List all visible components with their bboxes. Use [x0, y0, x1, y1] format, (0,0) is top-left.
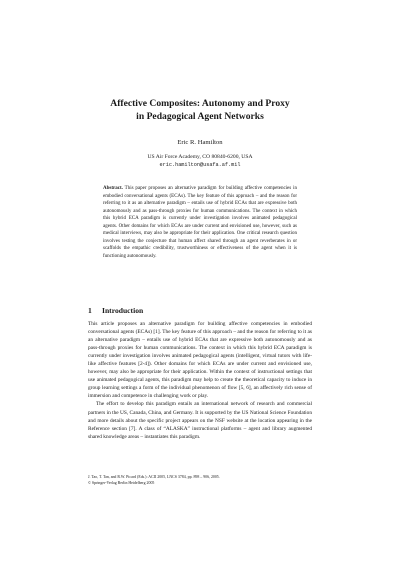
title-line-2: in Pedagogical Agent Networks [136, 111, 264, 122]
footnote-citation: J. Tao, T. Tan, and R.W. Picard (Eds.): ACII 2005, LNCS 3784, pp. 898 – 906, 2005. [88, 475, 220, 479]
section-number: 1 [88, 306, 92, 315]
paragraph-1: This article proposes an alternative paradigm for building affective competencies in embodied conversational agents (ECAs) [1]. The key feature of this approach – and the reason for referring to it as an alternative paradigm – entails use of hybrid ECAs that are expressive both autonomously and as pass-through proxies for human communications. The context in which this hybrid ECA paradigm is currently under investigation involves animated pedagogical agents (intelligent, virtual tutors with life-like affective features [2-4]). Other domains for which ECAs are under current and envisioned use, however, may also be appropriate for their application. Within the context of instructional settings that use animated pedagogical agents, this paradigm may help to create the theoretical capacity to induce in group learning settings a form of the individual phenomenon of flow [5, 6], an affectively rich sense of immersion and competence in challenging work or play. [88, 321, 312, 400]
section-title: Introduction [102, 306, 144, 315]
abstract-label: Abstract. [103, 186, 123, 191]
paper-title [0, 97, 400, 123]
footnote-copyright: © Springer-Verlag Berlin Heidelberg 2005 [88, 480, 155, 485]
footnote [88, 475, 312, 486]
section-heading [88, 306, 143, 315]
author-email: eric.hamilton@usafa.af.mil [159, 161, 241, 168]
paragraph-2: The effort to develop this paradigm entails an international network of research and commercial partners in the US, Canada, China, and Germany. It is supported by the US National Science Foundation and more details about the specific project appears on the NSF website at the location appearing in the Reference section [7]. A class of “ALASKA” instructional platforms – agent and library augmented shared knowledge areas – instantiates this paradigm. [88, 401, 312, 440]
author-affiliation [0, 154, 400, 169]
abstract-text: This paper proposes an alternative paradigm for building affective competencies in embodied conversational agents (ECAs). The key feature of this approach – and the reason for referring to it as an alternative paradigm – entails use of hybrid ECAs that are expressive both autonomously and as pass-through proxies for human communications. The context in which this hybrid ECA paradigm is currently under investigation involves animated pedagogical agents. Other domains for which ECAs are under current and envisioned use, however, such as medical interviews, may also be appropriate for their application. One critical research question involves testing the conjecture that human affect shared through an agent reverberates in or scaffolds the empathic credibility, trustworthiness or effectiveness of the agent when it is functioning autonomously. [103, 186, 297, 259]
abstract [103, 185, 297, 260]
author-name: Eric R. Hamilton [177, 139, 223, 146]
affiliation-text: US Air Force Academy, CO 80840-6200, USA [147, 154, 253, 160]
section-body [88, 320, 312, 441]
title-line-1: Affective Composites: Autonomy and Proxy [110, 98, 290, 109]
